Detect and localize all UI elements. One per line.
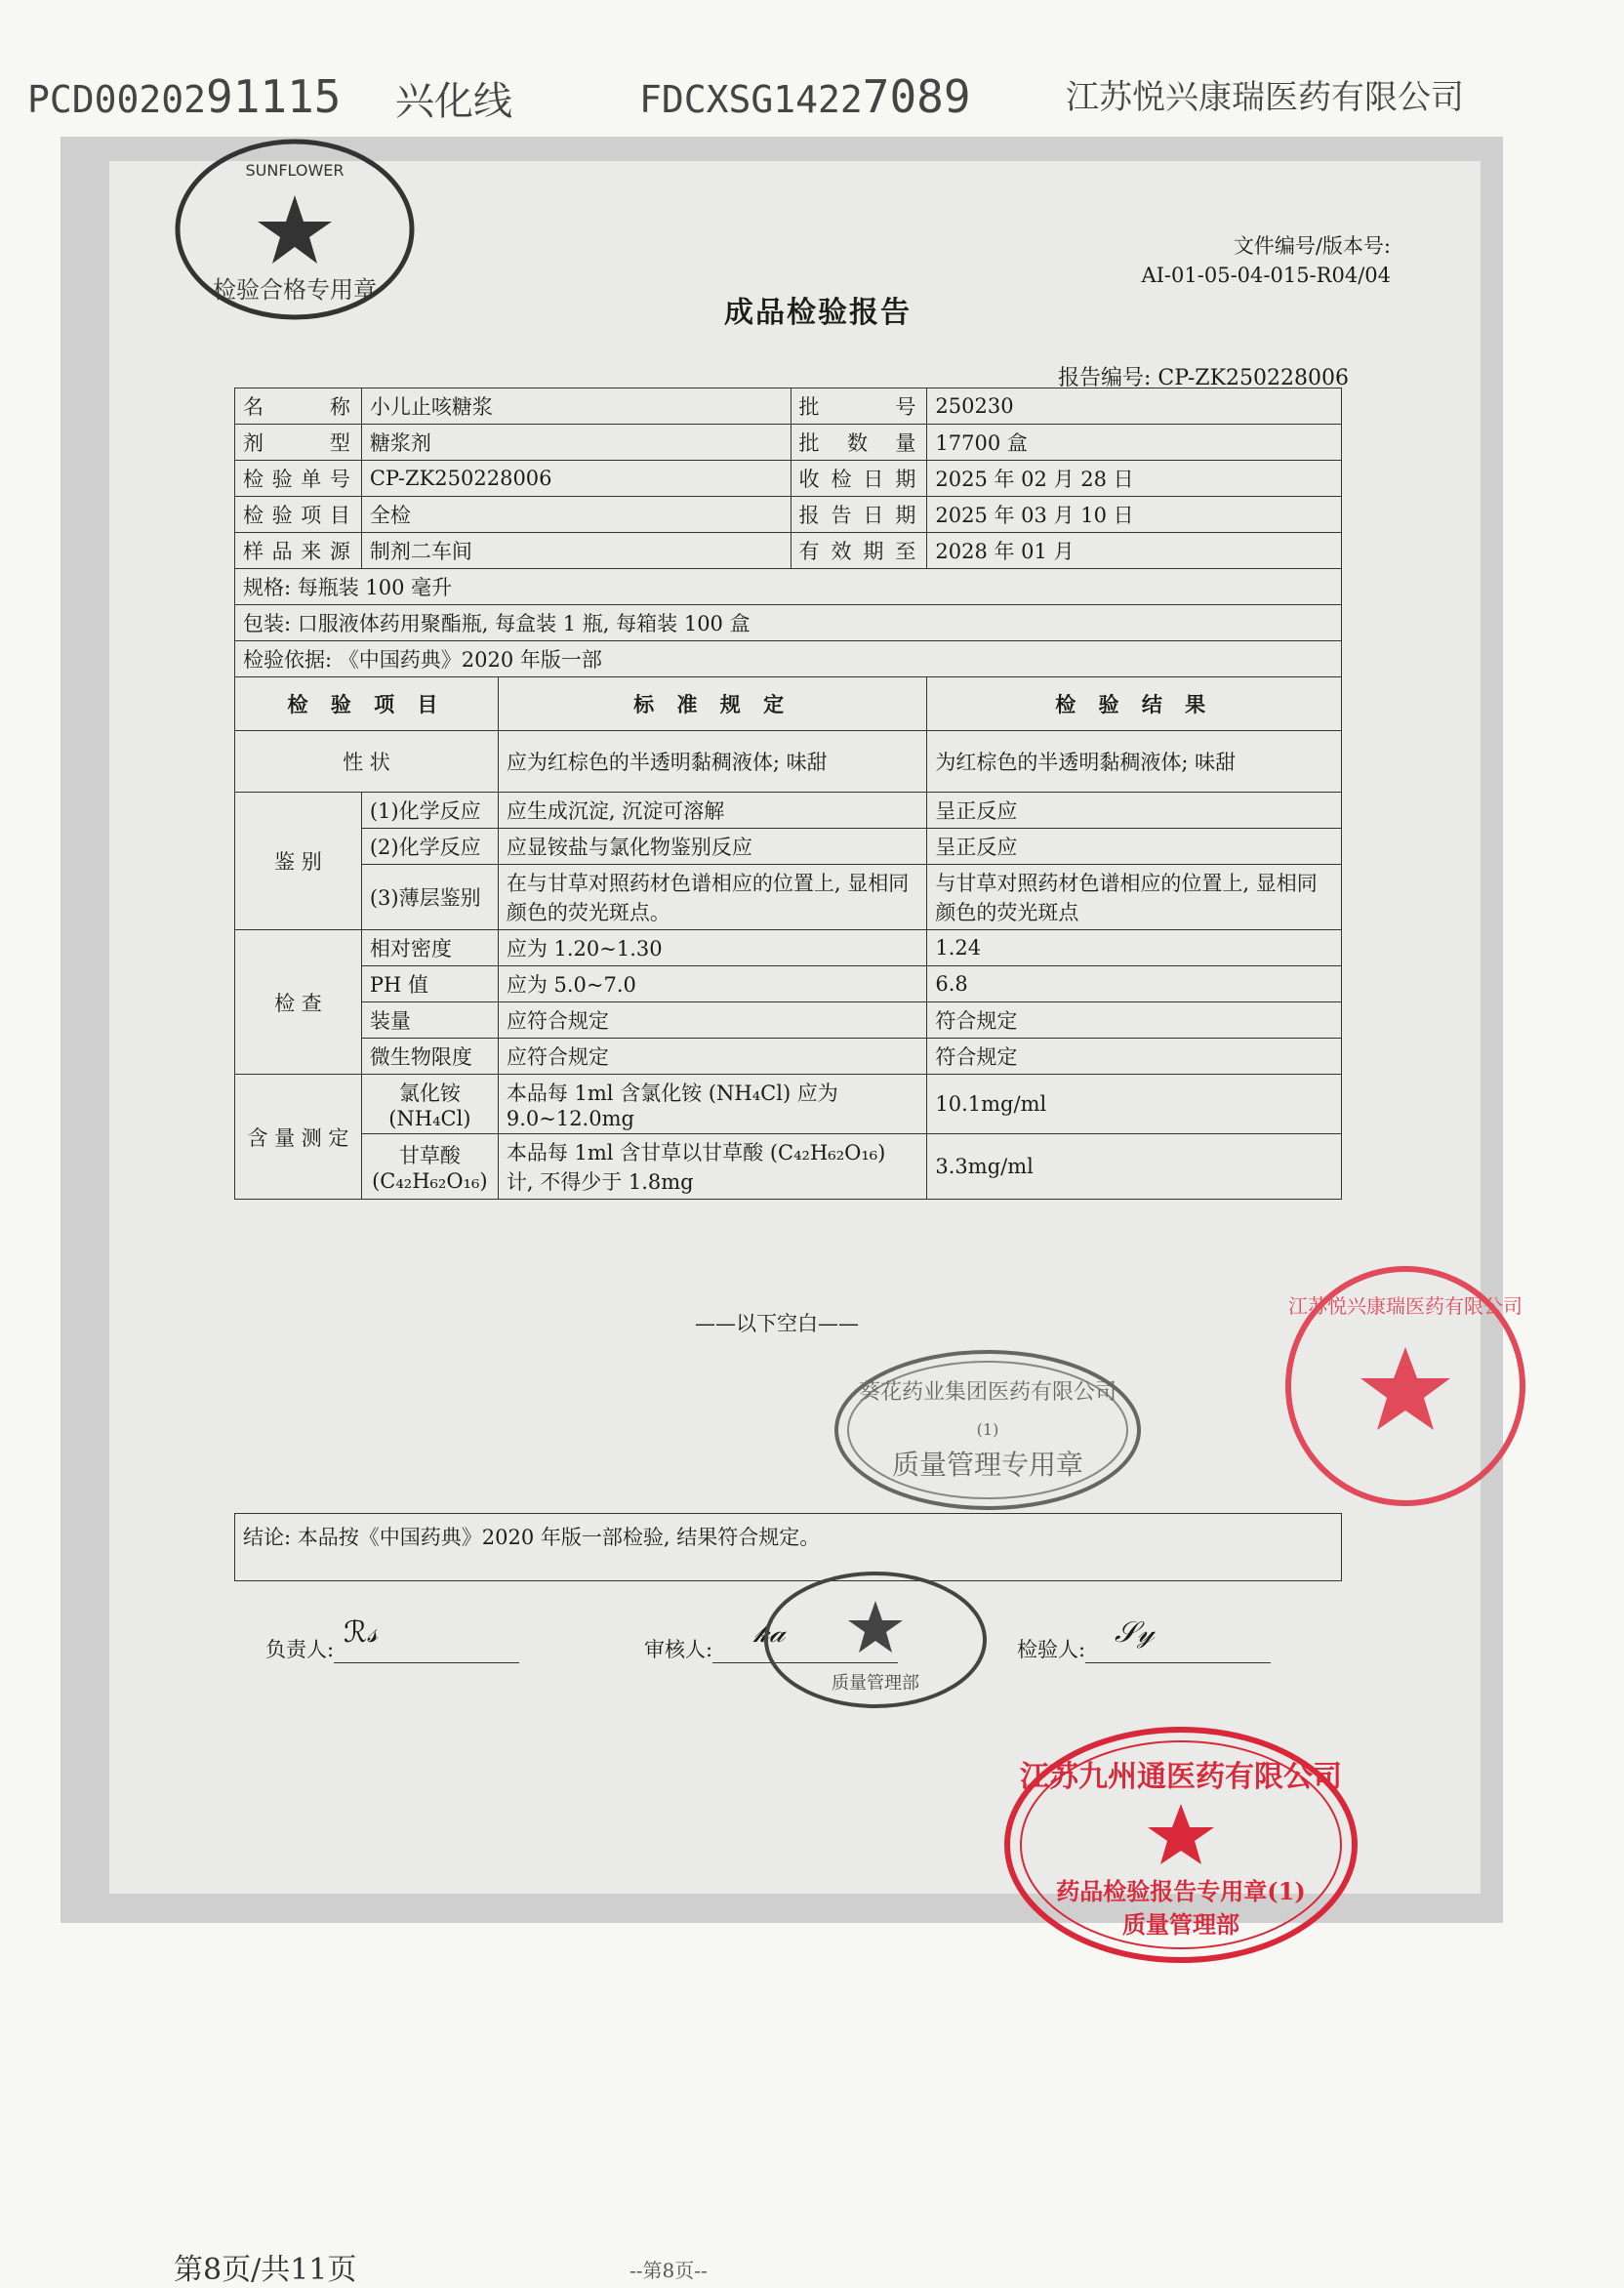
svg-text:药品检验报告专用章(1): 药品检验报告专用章(1) — [1056, 1877, 1306, 1905]
page-indicator: 第8页/共11页 — [174, 2253, 357, 2287]
svg-text:江苏悦兴康瑞医药有限公司: 江苏悦兴康瑞医药有限公司 — [1288, 1294, 1522, 1318]
svg-text:质量管理专用章: 质量管理专用章 — [891, 1449, 1084, 1481]
handwritten-signature-3: 𝒮𝓎 — [1115, 1615, 1155, 1650]
qualification-stamp — [168, 132, 422, 327]
conclusion: 结论: 本品按《中国药典》2020 年版一部检验, 结果符合规定。 — [234, 1513, 1342, 1581]
doc-code-2: FDCXSG14227089 — [639, 70, 971, 123]
line-name: 兴化线 — [395, 79, 512, 124]
file-number: 文件编号/版本号: AI-01-05-04-015-R04/04 — [1141, 234, 1391, 287]
svg-text:SUNFLOWER: SUNFLOWER — [245, 161, 345, 180]
report-paper — [109, 161, 1481, 1894]
report-table: 名称 小儿止咳糖浆 批号 250230 剂型 糖浆剂 批数量 17700 盒 检验单号 CP-ZK250228006 收检日期 2025 年 02 月 28 日 检验项目 全检 报告日期 2025 年 03 月 10 日 样品来源 制剂二车间 有效期至 2028 年 01 月 规格: 每瓶装 100 毫升 包装: 口服液体药用聚酯瓶, 每盒装 1 瓶, 每箱装 100 盒 检验依据: 《中国药典》2020 年版一部 检 验 项 目 标 准 规 定 检 验 结 果 性 状 应为红棕色的半透明黏稠液体; 味甜 为红棕色的半透明黏稠液体; 味甜 鉴 别 (1)化学反应 应生成沉淀, 沉淀可溶解 呈正反应 (2)化学反应 应显铵盐与氯化物鉴别反应 呈正反应 (3)薄层鉴别 在与甘草对照药材色谱相应的位置上, 显相同颜色的荧光斑点。 与甘草对照药材色谱相应的位置上, 显相同颜色的荧光斑点 检 查 相对密度 应为 1.20~1.30 1.24 PH 值 应为 5.0~7.0 6.8 装量 应符合规定 符合规定 微生物限度 应符合规定 符合规定 含 量 测 定 氯化铵 (NH₄Cl) 本品每 1ml 含氯化铵 (NH₄Cl) 应为 9.0~12.0mg 10.1mg/ml 甘草酸 (C₄₂H₆₂O₁₆) 本品每 1ml 含甘草以甘草酸 (C₄₂H₆₂O₁₆) 计, 不得少于 1.8mg 3.3mg/ml — [234, 388, 1342, 1200]
svg-text:质量管理部: 质量管理部 — [1122, 1910, 1239, 1939]
reviewer-signature: 审核人: — [644, 1633, 898, 1663]
svg-text:检验合格专用章: 检验合格专用章 — [213, 276, 377, 304]
svg-text:(1): (1) — [976, 1420, 999, 1439]
inspector-signature: 检验人: — [1017, 1633, 1271, 1663]
svg-text:质量管理部: 质量管理部 — [832, 1673, 919, 1694]
blank-marker: ——以下空白—— — [695, 1312, 859, 1335]
handwritten-signature-1: ℛ𝓈 — [344, 1615, 378, 1650]
red-company-stamp — [1279, 1259, 1532, 1513]
red-report-stamp — [995, 1718, 1366, 1972]
report-number: 报告编号: CP-ZK250228006 — [1058, 366, 1349, 390]
company-name: 江苏悦兴康瑞医药有限公司 — [1066, 78, 1464, 117]
inspection-stamp-grey — [758, 1567, 993, 1713]
svg-text:葵花药业集团医药有限公司: 葵花药业集团医药有限公司 — [858, 1380, 1117, 1405]
doc-code-1: PCD0020291115 — [27, 70, 342, 123]
responsible-signature: 负责人: — [265, 1633, 519, 1663]
svg-text:江苏九州通医药有限公司: 江苏九州通医药有限公司 — [1020, 1760, 1342, 1794]
quality-stamp — [827, 1342, 1149, 1518]
report-title: 成品检验报告 — [724, 296, 912, 330]
page-indicator-small: --第8页-- — [629, 2259, 708, 2282]
handwritten-signature-2: 𝓀𝒶 — [753, 1615, 786, 1650]
